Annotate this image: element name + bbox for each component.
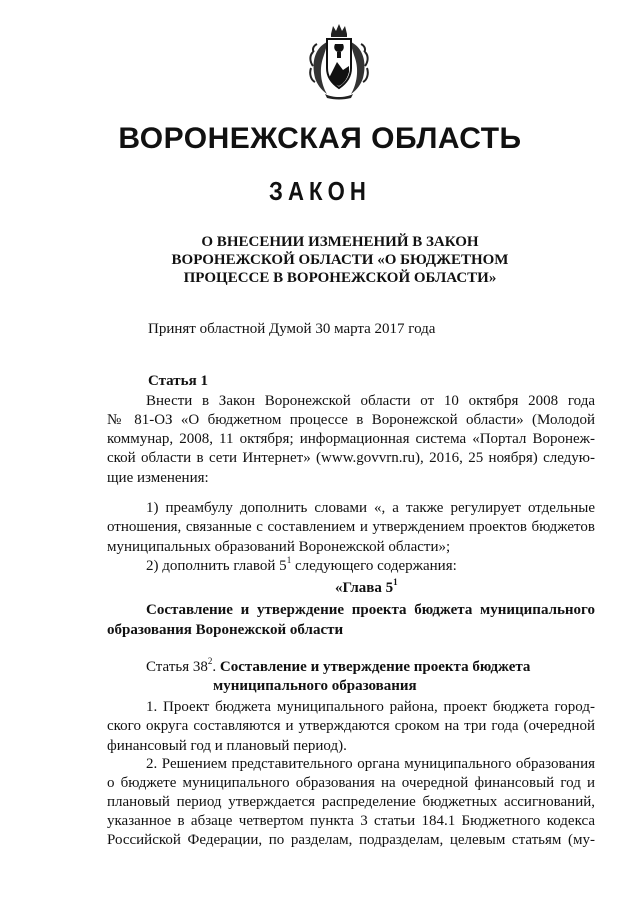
paragraph-line: ского округа составляются и утверждаются сроком на три года (очередной	[107, 718, 595, 734]
chapter-title-line: Составление и утверждение проекта бюджета муниципального	[146, 602, 595, 618]
document-type: ЗАКОН	[269, 176, 371, 206]
item-2-text: 2) дополнить главой 5	[146, 558, 287, 574]
article-dot: .	[212, 659, 217, 675]
chapter-title-line: образования Воронежской области	[107, 622, 344, 638]
adoption-date: Принят областной Думой 30 марта 2017 года	[148, 321, 436, 337]
article-number: Статья 38	[146, 659, 208, 675]
paragraph-line: плановый период утверждается распределение бюджетных ассигнований,	[107, 794, 595, 810]
paragraph-line: 2. Решением представительного органа муниципального образования	[146, 756, 595, 772]
chapter-label: «Глава 5	[335, 580, 394, 596]
article-title-line-2: муниципального образования	[213, 678, 417, 694]
paragraph-line: № 81-ОЗ «О бюджетном процессе в Воронежской области» (Молодой	[107, 412, 595, 428]
paragraph-line: Внести в Закон Воронежской области от 10 октября 2008 года	[146, 393, 595, 409]
paragraph-line: коммунар, 2008, 11 октября; информационная система «Портал Воронеж-	[107, 431, 595, 447]
paragraph-line: финансовый год и плановый период).	[107, 738, 347, 754]
paragraph-line: указанное в абзаце четвертом пункта 3 статьи 184.1 Бюджетного кодекса	[107, 813, 595, 829]
article-title: Составление и утверждение проекта бюджета	[219, 659, 531, 675]
law-title-line: ПРОЦЕССЕ В ВОРОНЕЖСКОЙ ОБЛАСТИ»	[183, 270, 497, 286]
coat-of-arms-emblem	[307, 22, 371, 100]
law-title-line: ВОРОНЕЖСКОЙ ОБЛАСТИ «О БЮДЖЕТНОМ	[171, 252, 509, 268]
paragraph-line: 1. Проект бюджета муниципального района, проект бюджета город-	[146, 699, 595, 715]
paragraph-line: щие изменения:	[107, 470, 209, 486]
paragraph-line: о бюджете муниципального образования на очередной финансовый год и	[107, 775, 595, 791]
paragraph-line: отношения, связанные с составлением и утверждением проектов бюджетов	[107, 519, 595, 535]
paragraph-line: муниципальных образований Воронежской области»;	[107, 539, 451, 555]
article-superscript: 2	[207, 656, 213, 666]
chapter-heading	[335, 579, 398, 597]
item-2-text: следующего содержания:	[291, 558, 457, 574]
law-title-line: О ВНЕСЕНИИ ИЗМЕНЕНИЙ В ЗАКОН	[201, 234, 479, 250]
region-name: ВОРОНЕЖСКАЯ ОБЛАСТЬ	[118, 122, 522, 155]
law-title	[110, 233, 570, 287]
paragraph-line: Российской Федерации, по разделам, подразделам, целевым статьям (му-	[107, 832, 595, 848]
chapter-superscript: 1	[393, 577, 398, 587]
article-1-heading: Статья 1	[148, 373, 208, 389]
article-38-2-heading	[146, 658, 530, 676]
item-2-line	[146, 557, 457, 575]
paragraph-line: ской области в сети Интернет» (www.govvrn.ru), 2016, 25 ноября) следую-	[107, 450, 595, 466]
chapter-superscript: 1	[286, 555, 292, 565]
paragraph-line: 1) преамбулу дополнить словами «, а также регулирует отдельные	[146, 500, 595, 516]
